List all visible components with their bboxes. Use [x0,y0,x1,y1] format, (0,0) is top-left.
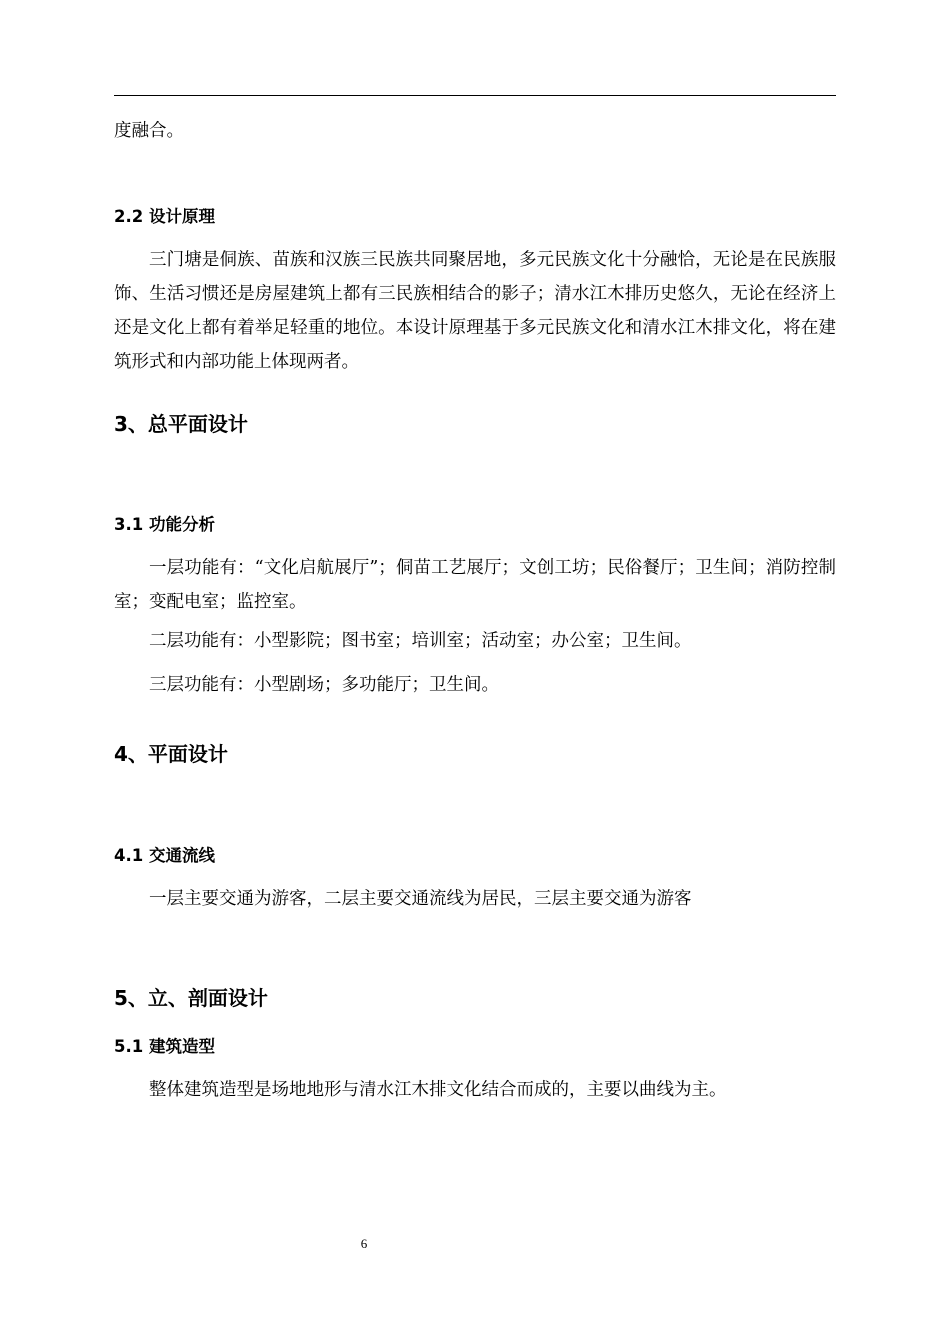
section-4-heading: 4、平面设计 [114,742,228,766]
floor2-functions: 二层功能有：小型影院；图书室；培训室；活动室；办公室；卫生间。 [149,631,692,651]
continuation-text: 度融合。 [114,121,184,141]
page-number: 6 [360,1236,368,1251]
section-3-heading: 3、总平面设计 [114,412,248,436]
section-5-1-body: 整体建筑造型是场地地形与清水江木排文化结合而成的，主要以曲线为主。 [149,1080,727,1100]
header-rule [114,95,836,96]
section-5-heading: 5、立、剖面设计 [114,986,268,1010]
section-4-1-body: 一层主要交通为游客，二层主要交通流线为居民，三层主要交通为游客 [149,889,692,909]
floor3-functions: 三层功能有：小型剧场；多功能厅；卫生间。 [149,675,499,695]
section-5-1-heading: 5.1 建筑造型 [114,1037,215,1056]
section-4-1-heading: 4.1 交通流线 [114,846,215,865]
floor1-functions: 一层功能有：“文化启航展厅”；侗苗工艺展厅；文创工坊；民俗餐厅；卫生间；消防控制室；变配电室；监控室。 [114,558,836,612]
section-2-2-heading: 2.2 设计原理 [114,207,215,226]
section-2-2-body: 三门塘是侗族、苗族和汉族三民族共同聚居地，多元民族文化十分融恰，无论是在民族服饰、生活习惯还是房屋建筑上都有三民族相结合的影子；清水江木排历史悠久，无论在经济上还是文化上都有着举足轻重的地位。本设计原理基于多元民族文化和清水江木排文化，将在建筑形式和内部功能上体现两者。 [114,250,836,372]
section-3-1-heading: 3.1 功能分析 [114,515,215,534]
